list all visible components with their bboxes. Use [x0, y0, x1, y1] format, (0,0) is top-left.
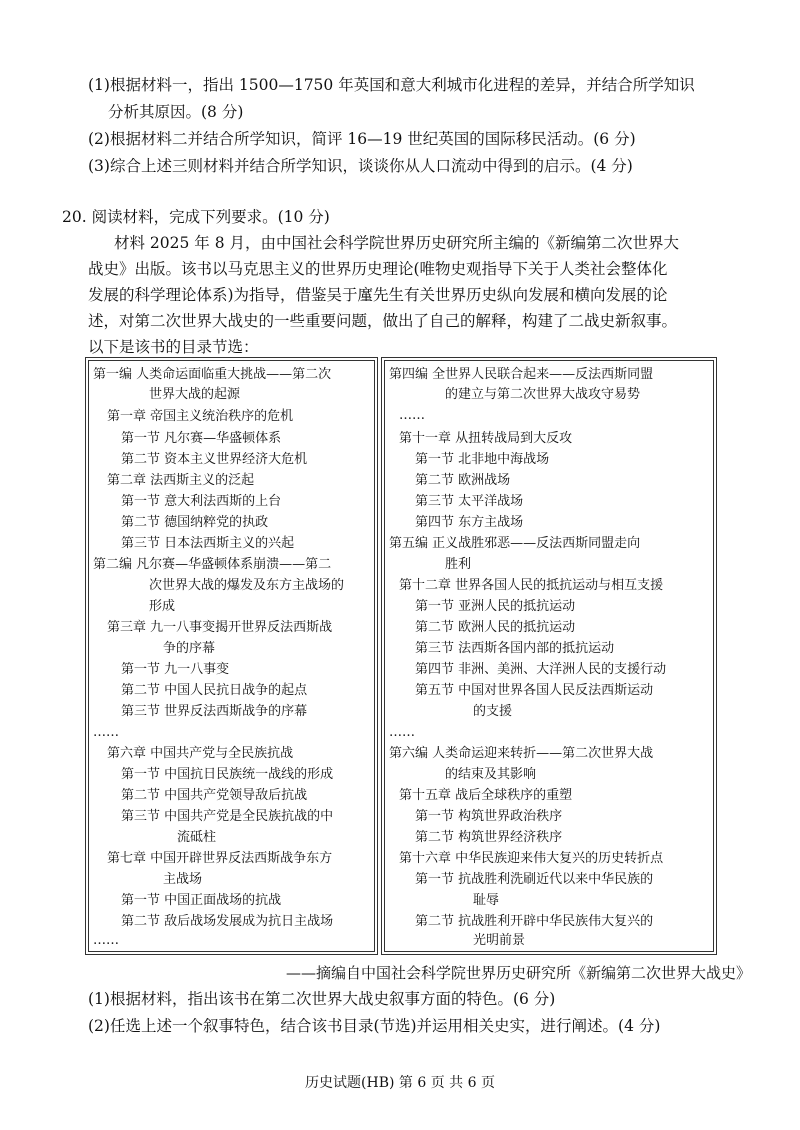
toc-section: 第二节 敌后战场发展成为抗日主战场 — [121, 914, 334, 929]
q19-subq-1-line2: 分析其原因。(8 分) — [108, 103, 244, 121]
toc-part-cont: 的建立与第二次世界大战攻守易势 — [445, 387, 641, 402]
toc-section: 第五节 中国对世界各国人民反法西斯运动 — [415, 683, 654, 698]
toc-section: 第三节 太平洋战场 — [415, 494, 524, 509]
toc-section: 第一节 抗战胜利洗刷近代以来中华民族的 — [415, 872, 654, 887]
toc-part-cont: 世界大战的起源 — [149, 387, 241, 402]
q20-header: 20. 阅读材料，完成下列要求。(10 分) — [62, 208, 330, 226]
toc-section: 第二节 中国共产党领导敌后抗战 — [121, 788, 308, 803]
toc-part: 第四编 全世界人民联合起来——反法西斯同盟 — [389, 367, 654, 382]
toc-chapter: 第十五章 战后全球秩序的重塑 — [399, 788, 573, 803]
toc-section-cont: 光明前景 — [473, 933, 526, 948]
source-citation: ——摘编自中国社会科学院世界历史研究所《新编第二次世界大战史》 — [286, 964, 752, 982]
q20-subq-2: (2)任选上述一个叙事特色，结合该书目录(节选)并运用相关史实，进行阐述。(4 分) — [88, 1017, 661, 1035]
toc-section: 第一节 九一八事变 — [121, 662, 230, 677]
toc-section: 第一节 中国抗日民族统一战线的形成 — [121, 767, 334, 782]
toc-chapter: 第十一章 从扭转战局到大反攻 — [399, 431, 573, 446]
toc-chapter-cont: 主战场 — [163, 872, 203, 887]
toc-ellipsis: …… — [93, 933, 119, 948]
toc-chapter: 第六章 中国共产党与全民族抗战 — [107, 746, 294, 761]
q19-subq-1-line1: (1)根据材料一，指出 1500—1750 年英国和意大利城市化进程的差异，并结合所学知识 — [88, 76, 695, 94]
toc-section: 第二节 构筑世界经济秩序 — [415, 830, 563, 845]
toc-chapter: 第三章 九一八事变揭开世界反法西斯战 — [107, 620, 333, 635]
toc-section: 第一节 中国正面战场的抗战 — [121, 893, 282, 908]
toc-section: 第二节 中国人民抗日战争的起点 — [121, 683, 308, 698]
q20-subq-1: (1)根据材料，指出该书在第二次世界大战史叙事方面的特色。(6 分) — [88, 990, 556, 1008]
toc-ellipsis: …… — [389, 725, 415, 740]
toc-section: 第二节 欧洲人民的抵抗运动 — [415, 620, 576, 635]
toc-section: 第一节 北非地中海战场 — [415, 452, 550, 467]
toc-right-box — [384, 360, 714, 952]
toc-section: 第四节 东方主战场 — [415, 515, 524, 530]
material-line: 以下是该书的目录节选： — [88, 338, 259, 356]
q19-subq-3: (3)综合上述三则材料并结合所学知识，谈谈你从人口流动中得到的启示。(4 分) — [88, 157, 633, 175]
toc-chapter: 第十六章 中华民族迎来伟大复兴的历史转折点 — [399, 851, 664, 866]
toc-section: 第三节 世界反法西斯战争的序幕 — [121, 704, 308, 719]
toc-chapter: 第一章 帝国主义统治秩序的危机 — [107, 409, 294, 424]
toc-ellipsis: …… — [399, 408, 425, 423]
toc-part-cont: 胜利 — [445, 557, 472, 572]
toc-part: 第六编 人类命运迎来转折——第二次世界大战 — [389, 746, 654, 761]
toc-part: 第一编 人类命运面临重大挑战——第二次 — [93, 367, 332, 382]
toc-chapter: 第二章 法西斯主义的泛起 — [107, 473, 255, 488]
toc-section: 第一节 凡尔赛—华盛顿体系 — [121, 431, 282, 446]
toc-section: 第二节 欧洲战场 — [415, 473, 511, 488]
toc-ellipsis: …… — [93, 725, 119, 740]
toc-section: 第三节 日本法西斯主义的兴起 — [121, 536, 295, 551]
toc-section: 第二节 资本主义世界经济大危机 — [121, 452, 308, 467]
page-footer: 历史试题(HB) 第 6 页 共 6 页 — [305, 1075, 495, 1091]
material-line: 材料 2025 年 8 月，由中国社会科学院世界历史研究所主编的《新编第二次世界大 — [114, 234, 680, 252]
toc-section: 第三节 中国共产党是全民族抗战的中 — [121, 809, 334, 824]
toc-section: 第三节 法西斯各国内部的抵抗运动 — [415, 641, 615, 656]
toc-left-box — [88, 360, 375, 952]
material-line: 述，对第二次世界大战史的一些重要问题，做出了自己的解释，构建了二战史新叙事。 — [88, 312, 678, 330]
material-line: 发展的科学理论体系)为指导，借鉴吴于廑先生有关世界历史纵向发展和横向发展的论 — [88, 286, 668, 304]
toc-section: 第一节 亚洲人民的抵抗运动 — [415, 599, 576, 614]
material-line: 战史》出版。该书以马克思主义的世界历史理论(唯物史观指导下关于人类社会整体化 — [88, 260, 668, 278]
toc-part: 第二编 凡尔赛—华盛顿体系崩溃——第二 — [93, 557, 332, 572]
toc-section: 第四节 非洲、美洲、大洋洲人民的支援行动 — [415, 662, 667, 677]
toc-section: 第一节 构筑世界政治秩序 — [415, 809, 563, 824]
toc-part-cont: 的结束及其影响 — [445, 767, 537, 782]
toc-section-cont: 耻辱 — [473, 893, 500, 908]
toc-section: 第一节 意大利法西斯的上台 — [121, 494, 282, 509]
toc-section-cont: 流砥柱 — [177, 830, 217, 845]
toc-section-cont: 的支援 — [473, 704, 513, 719]
toc-part-cont: 次世界大战的爆发及东方主战场的 — [149, 578, 345, 593]
toc-section: 第二节 抗战胜利开辟中华民族伟大复兴的 — [415, 914, 654, 929]
toc-part: 第五编 正义战胜邪恶——反法西斯同盟走向 — [389, 536, 641, 551]
toc-part-cont: 形成 — [149, 599, 176, 614]
toc-chapter-cont: 争的序幕 — [163, 641, 216, 656]
toc-section: 第二节 德国纳粹党的执政 — [121, 515, 269, 530]
toc-chapter: 第十二章 世界各国人民的抵抗运动与相互支援 — [399, 578, 664, 593]
q19-subq-2: (2)根据材料二并结合所学知识，简评 16—19 世纪英国的国际移民活动。(6 分) — [88, 130, 636, 148]
toc-chapter: 第七章 中国开辟世界反法西斯战争东方 — [107, 851, 333, 866]
